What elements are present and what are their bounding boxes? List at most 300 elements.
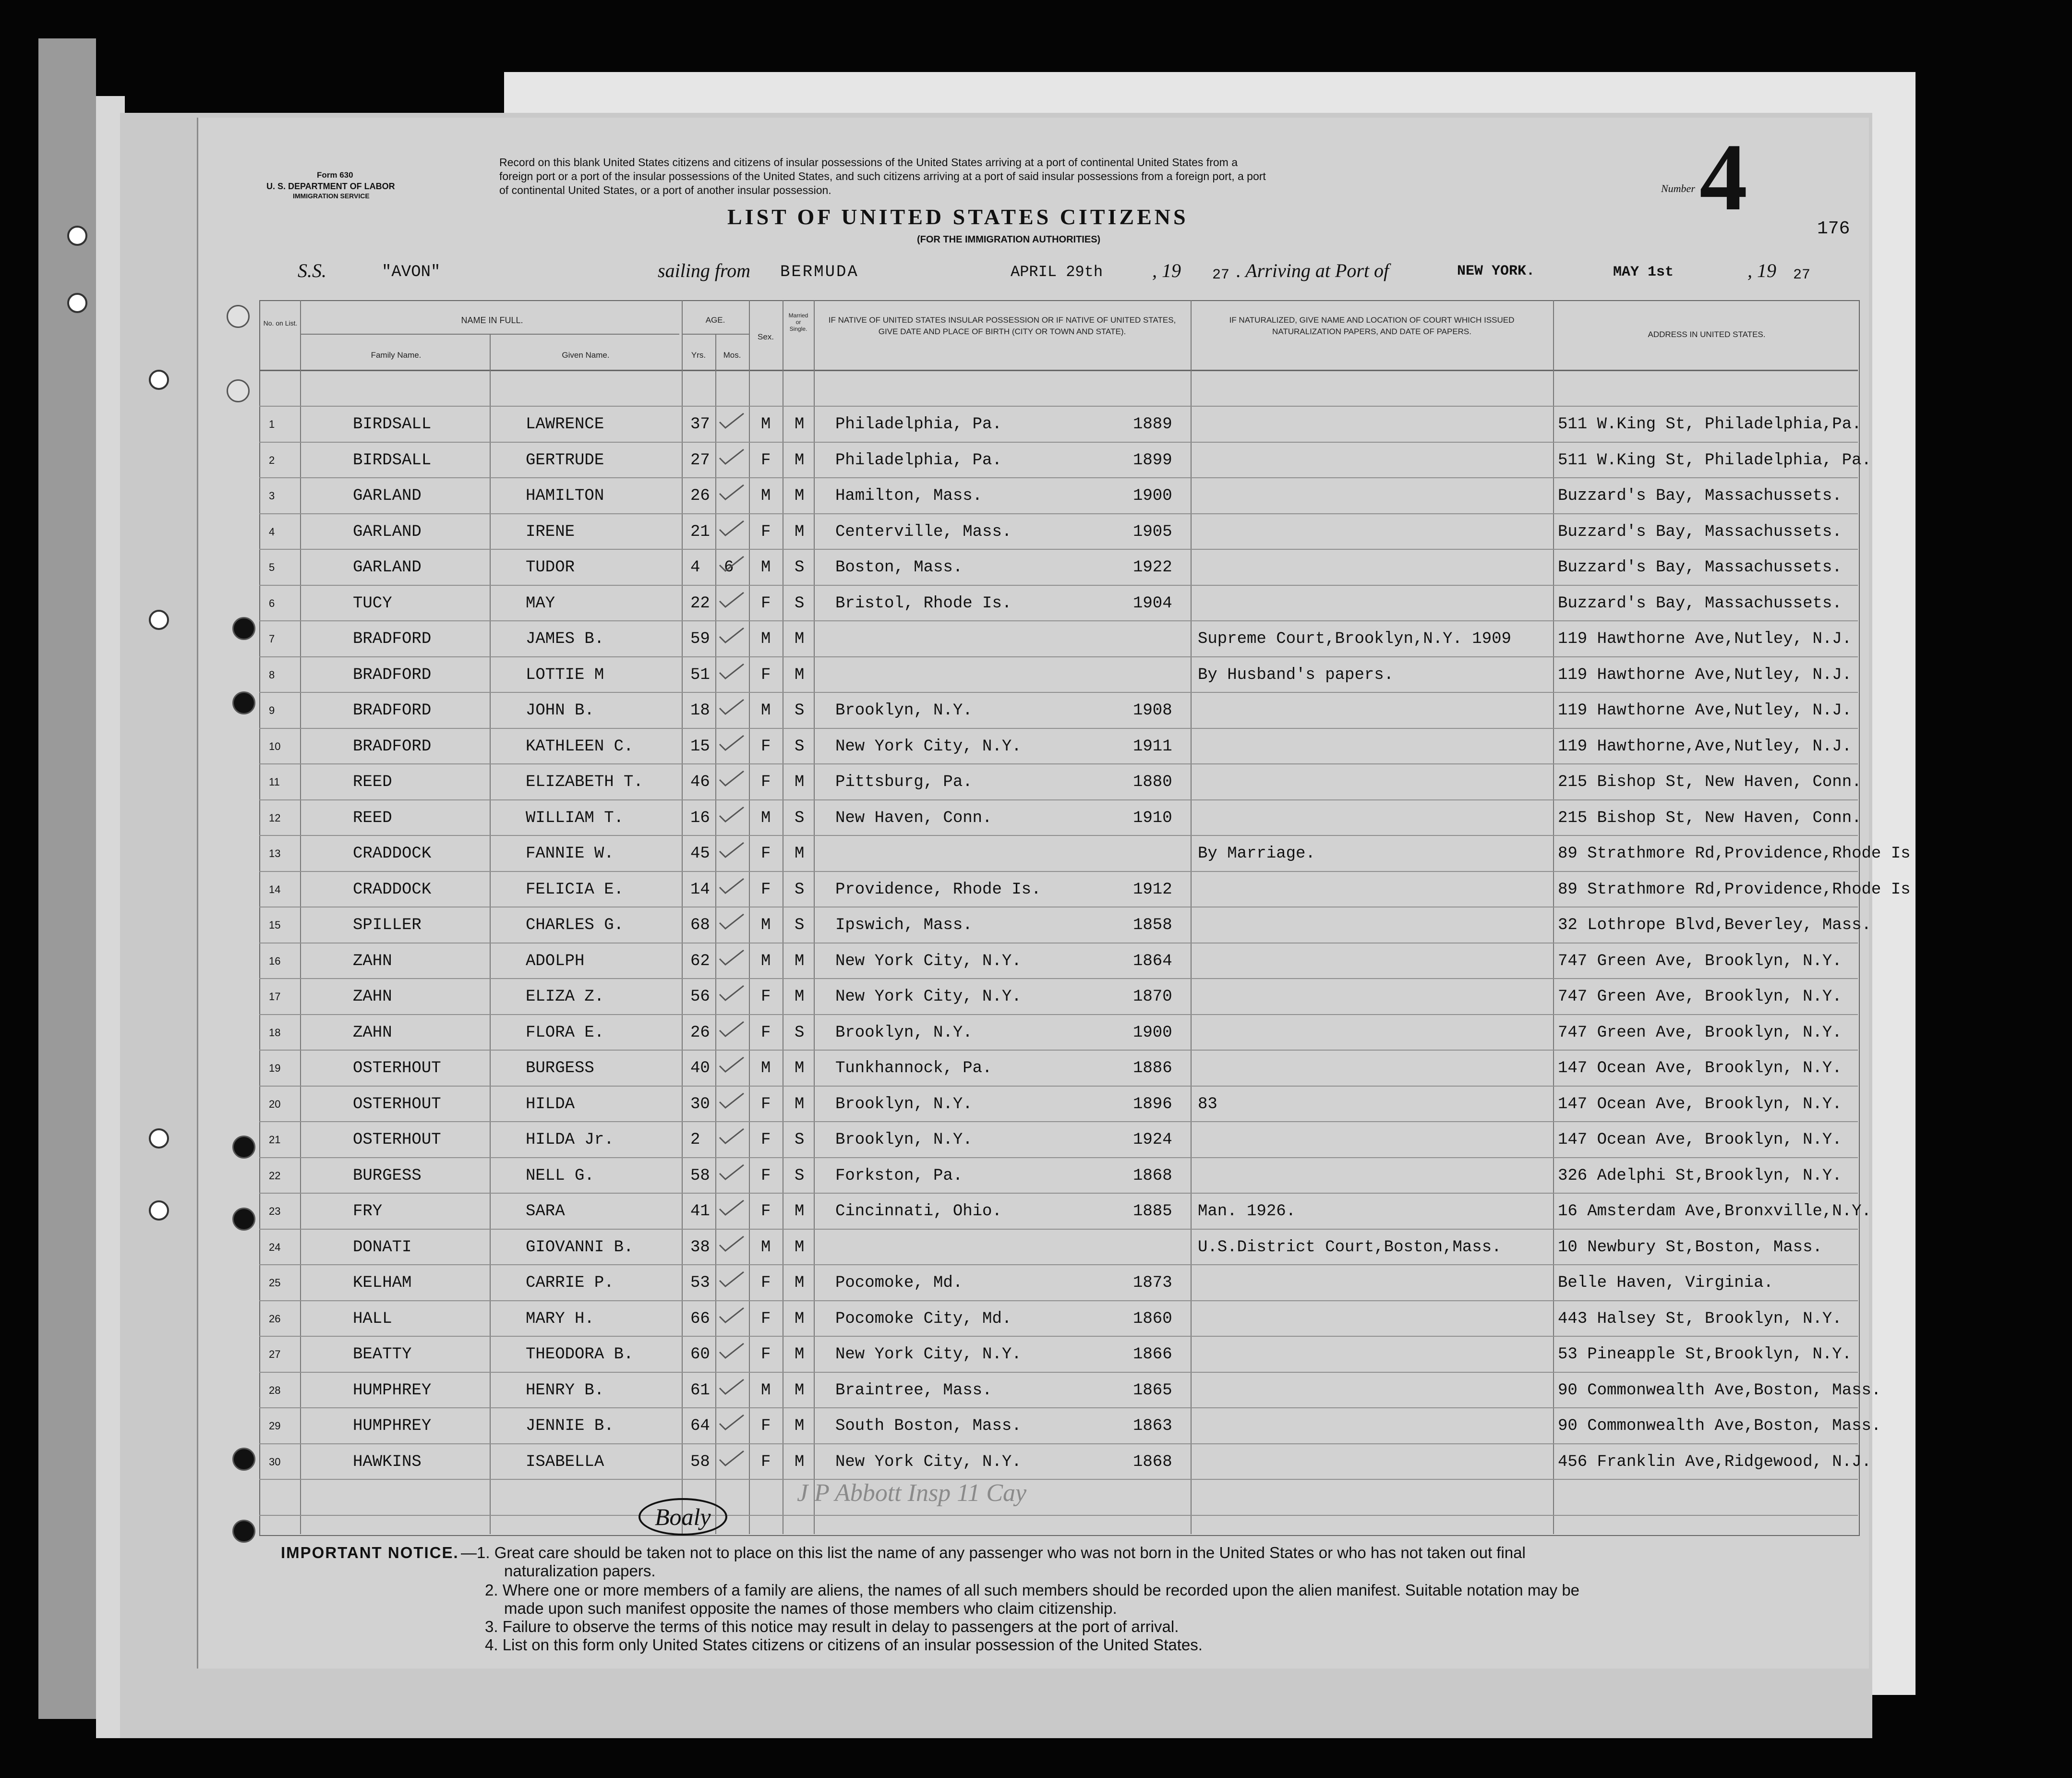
cell-ms: M: [795, 1417, 805, 1435]
cell-family: GARLAND: [353, 522, 422, 541]
cell-given: LAWRENCE: [526, 415, 604, 434]
check-mark-icon: [718, 912, 746, 931]
cell-sex: M: [761, 916, 771, 934]
table-row: [0, 402, 1872, 437]
cell-yrs: 21: [690, 522, 710, 541]
cell-sex: M: [761, 1238, 771, 1257]
check-mark-icon: [718, 1413, 746, 1432]
cell-yrs: 60: [690, 1345, 710, 1364]
notice-item-4: 4. List on this form only United States citizens or citizens of an insular possession of the United States.: [485, 1636, 1203, 1654]
cell-no: 6: [269, 597, 275, 609]
table-row: [0, 1046, 1872, 1081]
cell-address: 747 Green Ave, Brooklyn, N.Y.: [1558, 988, 1842, 1006]
cell-year: 1863: [1133, 1417, 1172, 1435]
cell-given: SARA: [526, 1202, 565, 1221]
arrival-port: NEW YORK.: [1457, 263, 1535, 279]
cell-sex: F: [761, 1166, 771, 1185]
table-row: [0, 939, 1872, 974]
check-mark-icon: [718, 662, 746, 681]
binder-hole: [67, 293, 87, 313]
table-row: [0, 653, 1872, 688]
cell-place: Philadelphia, Pa.: [835, 415, 1002, 434]
cell-sex: F: [761, 451, 771, 470]
notice-item-2-cont: made upon such manifest opposite the names of those members who claim citizenship.: [504, 1599, 1117, 1617]
department-name: U. S. DEPARTMENT OF LABOR: [266, 181, 395, 191]
cell-yrs: 15: [690, 737, 710, 756]
cell-yrs: 58: [690, 1166, 710, 1185]
table-row: [0, 831, 1911, 867]
cell-ms: S: [795, 737, 805, 756]
cell-family: HUMPHREY: [353, 1381, 432, 1400]
cell-address: Buzzard's Bay, Massachussets.: [1558, 487, 1842, 505]
circled-handwriting: Boaly: [638, 1498, 727, 1536]
binder-hole: [149, 370, 169, 390]
cell-yrs: 16: [690, 809, 710, 827]
check-mark-icon: [718, 626, 746, 645]
ss-label: S.S.: [298, 260, 326, 281]
departure-port: BERMUDA: [780, 263, 859, 281]
check-mark-icon: [718, 591, 746, 610]
cell-sex: M: [761, 630, 771, 648]
cell-address: 89 Strathmore Rd,Providence,Rhode Is: [1558, 880, 1911, 899]
cell-no: 29: [269, 1420, 281, 1432]
cell-place: New York City, N.Y.: [835, 952, 1022, 970]
header-sex: Sex.: [757, 332, 774, 341]
check-mark-icon: [718, 555, 746, 574]
cell-address: 147 Ocean Ave, Brooklyn, N.Y.: [1558, 1095, 1842, 1113]
cell-sex: F: [761, 737, 771, 756]
cell-year: 1868: [1133, 1452, 1172, 1471]
cell-ms: M: [795, 1309, 805, 1328]
check-mark-icon: [718, 1127, 746, 1146]
cell-ms: S: [795, 916, 805, 934]
cell-place: Ipswich, Mass.: [835, 916, 973, 934]
table-row: [0, 617, 1872, 652]
cell-family: HAWKINS: [353, 1452, 422, 1471]
table-row: [0, 867, 1911, 903]
cell-yrs: 18: [690, 702, 710, 720]
cell-given: HILDA Jr.: [526, 1131, 614, 1149]
cell-address: 511 W.King St, Philadelphia,Pa.: [1558, 415, 1862, 434]
cell-family: ZAHN: [353, 988, 392, 1006]
cell-place: New York City, N.Y.: [835, 1345, 1022, 1364]
cell-family: ZAHN: [353, 952, 392, 970]
cell-no: 21: [269, 1134, 281, 1146]
cell-year: 1908: [1133, 702, 1172, 720]
cell-address: 53 Pineapple St,Brooklyn, N.Y.: [1558, 1345, 1852, 1364]
cell-family: BRADFORD: [353, 702, 432, 720]
arrival-year-prefix: , 19: [1747, 260, 1776, 281]
cell-ms: M: [795, 630, 805, 648]
table-row: [0, 1153, 1872, 1189]
cell-no: 24: [269, 1241, 281, 1253]
ruled-line: [259, 1515, 1858, 1516]
cell-no: 30: [269, 1455, 281, 1468]
cell-place: Bristol, Rhode Is.: [835, 594, 1012, 613]
cell-yrs: 4: [690, 558, 700, 577]
cell-address: 16 Amsterdam Ave,Bronxville,N.Y.: [1558, 1202, 1871, 1221]
cell-address: 456 Franklin Ave,Ridgewood, N.J.: [1558, 1452, 1871, 1471]
sailing-label: sailing from: [658, 260, 750, 281]
cell-place: Pocomoke City, Md.: [835, 1309, 1012, 1328]
table-row: [0, 974, 1872, 1010]
cell-yrs: 14: [690, 880, 710, 899]
departure-date: APRIL 29th: [1011, 263, 1103, 281]
cell-no: 11: [269, 776, 280, 788]
cell-year: 1912: [1133, 880, 1172, 899]
cell-address: Belle Haven, Virginia.: [1558, 1274, 1773, 1292]
cell-address: 511 W.King St, Philadelphia, Pa.: [1558, 451, 1871, 470]
cell-family: BURGESS: [353, 1166, 422, 1185]
cell-mos: 6: [724, 558, 734, 577]
cell-place: Forkston, Pa.: [835, 1166, 963, 1185]
cell-year: 1873: [1133, 1274, 1172, 1292]
cell-year: 1900: [1133, 1023, 1172, 1042]
cell-place: Boston, Mass.: [835, 558, 963, 577]
cell-given: FANNIE W.: [526, 845, 614, 863]
cell-nat: By Husband's papers.: [1198, 665, 1394, 684]
cell-given: GERTRUDE: [526, 451, 604, 470]
cell-family: FRY: [353, 1202, 383, 1221]
cell-sex: F: [761, 665, 771, 684]
cell-sex: F: [761, 773, 771, 791]
check-mark-icon: [718, 841, 746, 860]
cell-given: ELIZA Z.: [526, 988, 604, 1006]
cell-ms: M: [795, 1238, 805, 1257]
cell-year: 1865: [1133, 1381, 1172, 1400]
cell-family: BRADFORD: [353, 737, 432, 756]
check-mark-icon: [718, 734, 746, 753]
cell-year: 1880: [1133, 773, 1172, 791]
cell-sex: M: [761, 415, 771, 434]
cell-given: JAMES B.: [526, 630, 604, 648]
cell-given: FLORA E.: [526, 1023, 604, 1042]
cell-year: 1885: [1133, 1202, 1172, 1221]
cell-ms: S: [795, 880, 805, 899]
cell-year: 1911: [1133, 737, 1172, 756]
cell-no: 15: [269, 919, 281, 931]
check-mark-icon: [718, 698, 746, 717]
cell-place: Pocomoke, Md.: [835, 1274, 963, 1292]
cell-year: 1905: [1133, 522, 1172, 541]
cell-ms: M: [795, 1345, 805, 1364]
cell-family: CRADDOCK: [353, 845, 432, 863]
cell-yrs: 40: [690, 1059, 710, 1077]
cell-ms: M: [795, 845, 805, 863]
cell-no: 13: [269, 847, 281, 859]
cell-place: New Haven, Conn.: [835, 809, 992, 827]
list-number: 4: [1699, 124, 1747, 230]
check-mark-icon: [718, 448, 746, 467]
cell-given: THEODORA B.: [526, 1345, 634, 1364]
table-row: [0, 1010, 1872, 1046]
cell-family: OSTERHOUT: [353, 1059, 441, 1077]
cell-yrs: 56: [690, 988, 710, 1006]
cell-place: Brooklyn, N.Y.: [835, 1023, 973, 1042]
table-row: [0, 473, 1872, 509]
table-row: [0, 545, 1872, 581]
cell-family: OSTERHOUT: [353, 1131, 441, 1149]
cell-year: 1896: [1133, 1095, 1172, 1113]
intro-line-2: foreign port or a port of the insular possessions of the United States, and such citizens arriving at a port of said insular possessions from a foreign port, a port: [499, 170, 1266, 182]
cell-year: 1889: [1133, 415, 1172, 434]
table-row: [0, 724, 1872, 760]
cell-family: OSTERHOUT: [353, 1095, 441, 1113]
cell-address: 147 Ocean Ave, Brooklyn, N.Y.: [1558, 1131, 1842, 1149]
cell-no: 2: [269, 454, 275, 466]
cell-address: 89 Strathmore Rd,Providence,Rhode Is: [1558, 845, 1911, 863]
cell-family: BRADFORD: [353, 630, 432, 648]
binder-hole: [67, 226, 87, 246]
ruled-line: [259, 1479, 1858, 1480]
cell-sex: F: [761, 1452, 771, 1471]
cell-ms: M: [795, 1059, 805, 1077]
cell-no: 12: [269, 811, 281, 824]
check-mark-icon: [718, 1163, 746, 1182]
cell-sex: F: [761, 1309, 771, 1328]
cell-ms: M: [795, 952, 805, 970]
cell-year: 1868: [1133, 1166, 1172, 1185]
header-name-in-full: NAME IN FULL.: [461, 315, 523, 325]
cell-given: MARY H.: [526, 1309, 594, 1328]
cell-yrs: 62: [690, 952, 710, 970]
arrival-date: MAY 1st: [1613, 264, 1674, 280]
cell-family: GARLAND: [353, 558, 422, 577]
cell-family: SPILLER: [353, 916, 422, 934]
cell-place: Tunkhannock, Pa.: [835, 1059, 992, 1077]
cell-year: 1858: [1133, 916, 1172, 934]
cell-address: 147 Ocean Ave, Brooklyn, N.Y.: [1558, 1059, 1842, 1077]
header-naturalized: IF NATURALIZED, GIVE NAME AND LOCATION OF COURT WHICH ISSUED NATURALIZATION PAPERS, AND DATE OF PAPERS.: [1229, 315, 1515, 336]
check-mark-icon: [718, 1449, 746, 1468]
cell-nat: Supreme Court,Brooklyn,N.Y. 1909: [1198, 630, 1511, 648]
cell-sex: M: [761, 702, 771, 720]
cell-yrs: 27: [690, 451, 710, 470]
table-row: [0, 1225, 1872, 1260]
cell-family: GARLAND: [353, 487, 422, 505]
cell-family: BEATTY: [353, 1345, 412, 1364]
cell-yrs: 37: [690, 415, 710, 434]
cell-ms: S: [795, 594, 805, 613]
cell-no: 8: [269, 668, 275, 681]
header-married-single: Married or Single.: [788, 312, 808, 332]
header-family-name: Family Name.: [371, 351, 422, 360]
intro-line-3: of continental United States, or a port of another insular possession.: [499, 184, 831, 196]
notice-item-3: 3. Failure to observe the terms of this notice may result in delay to passengers at the port of arrival.: [485, 1618, 1179, 1635]
check-mark-icon: [718, 1055, 746, 1075]
cell-yrs: 30: [690, 1095, 710, 1113]
cell-ms: M: [795, 773, 805, 791]
number-label: Number: [1661, 182, 1695, 194]
cell-year: 1924: [1133, 1131, 1172, 1149]
cell-family: BIRDSALL: [353, 415, 432, 434]
cell-sex: M: [761, 809, 771, 827]
cell-sex: F: [761, 1202, 771, 1221]
cell-no: 20: [269, 1098, 281, 1110]
cell-year: 1904: [1133, 594, 1172, 613]
notice-item-2: 2. Where one or more members of a family are aliens, the names of all such members should be recorded upon the alien manifest. Suitable notation may be: [485, 1581, 1580, 1599]
departure-year-prefix: , 19: [1152, 260, 1181, 281]
cell-family: KELHAM: [353, 1274, 412, 1292]
cell-yrs: 59: [690, 630, 710, 648]
cell-yrs: 41: [690, 1202, 710, 1221]
cell-place: Pittsburg, Pa.: [835, 773, 973, 791]
cell-year: 1864: [1133, 952, 1172, 970]
header-months: Mos.: [723, 351, 741, 360]
cell-ms: S: [795, 1166, 805, 1185]
cell-place: Brooklyn, N.Y.: [835, 702, 973, 720]
table-row: [0, 903, 1872, 938]
cell-place: New York City, N.Y.: [835, 737, 1022, 756]
cell-place: Philadelphia, Pa.: [835, 451, 1002, 470]
cell-yrs: 61: [690, 1381, 710, 1400]
cell-year: 1900: [1133, 487, 1172, 505]
inspector-signature: J P Abbott Insp 11 Cay: [797, 1479, 1027, 1507]
cell-sex: M: [761, 1381, 771, 1400]
cell-place: Providence, Rhode Is.: [835, 880, 1041, 899]
cell-sex: F: [761, 845, 771, 863]
cell-place: Braintree, Mass.: [835, 1381, 992, 1400]
cell-given: HAMILTON: [526, 487, 604, 505]
cell-family: BIRDSALL: [353, 451, 432, 470]
cell-yrs: 68: [690, 916, 710, 934]
cell-yrs: 51: [690, 665, 710, 684]
check-mark-icon: [718, 1270, 746, 1289]
cell-address: 747 Green Ave, Brooklyn, N.Y.: [1558, 1023, 1842, 1042]
arriving-label: . Arriving at Port of: [1236, 260, 1389, 281]
cell-given: TUDOR: [526, 558, 575, 577]
cell-sex: M: [761, 558, 771, 577]
check-mark-icon: [718, 769, 746, 788]
cell-no: 22: [269, 1169, 281, 1182]
table-row: [0, 688, 1872, 724]
punch-hole: [232, 1520, 255, 1543]
table-row: [0, 1403, 1881, 1439]
cell-address: 443 Halsey St, Brooklyn, N.Y.: [1558, 1309, 1842, 1328]
cell-no: 23: [269, 1205, 281, 1217]
cell-year: 1899: [1133, 451, 1172, 470]
cell-no: 16: [269, 955, 281, 967]
check-mark-icon: [718, 1342, 746, 1361]
cell-yrs: 53: [690, 1274, 710, 1292]
cell-ms: M: [795, 1452, 805, 1471]
cell-ms: S: [795, 702, 805, 720]
cell-sex: F: [761, 1095, 771, 1113]
notice-label: IMPORTANT NOTICE.: [281, 1544, 459, 1561]
cell-ms: M: [795, 1095, 805, 1113]
cell-no: 27: [269, 1348, 281, 1360]
punch-hole: [227, 379, 250, 402]
cell-given: NELL G.: [526, 1166, 594, 1185]
check-mark-icon: [718, 1198, 746, 1218]
cell-ms: M: [795, 522, 805, 541]
header-address: ADDRESS IN UNITED STATES.: [1648, 330, 1766, 339]
cell-sex: F: [761, 988, 771, 1006]
check-mark-icon: [718, 411, 746, 431]
cell-place: Cincinnati, Ohio.: [835, 1202, 1002, 1221]
arrival-year: 27: [1793, 267, 1811, 283]
cell-sex: F: [761, 1131, 771, 1149]
cell-family: REED: [353, 773, 392, 791]
cell-no: 17: [269, 991, 281, 1003]
cell-year: 1910: [1133, 809, 1172, 827]
cell-given: JENNIE B.: [526, 1417, 614, 1435]
check-mark-icon: [718, 519, 746, 538]
notice-item-1: —1. Great care should be taken not to place on this list the name of any passenger who was not born in the United States or who has not taken out final: [461, 1544, 1526, 1561]
cell-ms: M: [795, 415, 805, 434]
cell-address: 215 Bishop St, New Haven, Conn.: [1558, 809, 1862, 827]
header-years: Yrs.: [691, 351, 706, 360]
cell-family: TUCY: [353, 594, 392, 613]
check-mark-icon: [718, 1306, 746, 1325]
cell-sex: F: [761, 1417, 771, 1435]
cell-family: ZAHN: [353, 1023, 392, 1042]
cell-given: GIOVANNI B.: [526, 1238, 634, 1257]
cell-given: HENRY B.: [526, 1381, 604, 1400]
table-row: [0, 1117, 1872, 1153]
cell-no: 14: [269, 883, 281, 895]
cell-given: BURGESS: [526, 1059, 594, 1077]
check-mark-icon: [718, 1020, 746, 1039]
cell-year: 1866: [1133, 1345, 1172, 1364]
cell-given: HILDA: [526, 1095, 575, 1113]
header-birth: IF NATIVE OF UNITED STATES INSULAR POSSESSION OR IF NATIVE OF UNITED STATES, GIVE DATE AND PLACE OF BIRTH (CITY OR TOWN AND STATE).: [828, 315, 1176, 336]
cell-no: 7: [269, 633, 275, 645]
table-row: [0, 796, 1872, 831]
punch-hole: [227, 305, 250, 328]
cell-sex: F: [761, 880, 771, 899]
cell-sex: M: [761, 952, 771, 970]
cell-yrs: 64: [690, 1417, 710, 1435]
cell-place: South Boston, Mass.: [835, 1417, 1022, 1435]
cell-ms: S: [795, 558, 805, 577]
ship-name: "AVON": [382, 263, 441, 281]
cell-address: 119 Hawthorne Ave,Nutley, N.J.: [1558, 665, 1852, 684]
cell-sex: F: [761, 1274, 771, 1292]
cell-nat: U.S.District Court,Boston,Mass.: [1198, 1238, 1502, 1257]
cell-nat: By Marriage.: [1198, 845, 1315, 863]
form-title: LIST OF UNITED STATES CITIZENS: [727, 205, 1189, 229]
cell-yrs: 38: [690, 1238, 710, 1257]
cell-address: 32 Lothrope Blvd,Beverley, Mass.: [1558, 916, 1871, 934]
table-header-rule: [259, 370, 1858, 371]
cell-yrs: 45: [690, 845, 710, 863]
cell-ms: M: [795, 988, 805, 1006]
table-row: [0, 1368, 1881, 1403]
cell-no: 19: [269, 1062, 281, 1074]
check-mark-icon: [718, 1234, 746, 1254]
cell-sex: F: [761, 594, 771, 613]
cell-no: 26: [269, 1312, 281, 1325]
cell-place: New York City, N.Y.: [835, 1452, 1022, 1471]
check-mark-icon: [718, 948, 746, 968]
cell-given: ISABELLA: [526, 1452, 604, 1471]
cell-no: 4: [269, 525, 275, 538]
cell-ms: M: [795, 1202, 805, 1221]
service-name: IMMIGRATION SERVICE: [293, 192, 370, 200]
cell-family: HALL: [353, 1309, 392, 1328]
table-row: [0, 1260, 1872, 1296]
cell-nat: Man. 1926.: [1198, 1202, 1296, 1221]
cell-year: 1922: [1133, 558, 1172, 577]
cell-yrs: 66: [690, 1309, 710, 1328]
cell-no: 5: [269, 561, 275, 573]
cell-address: 90 Commonwealth Ave,Boston, Mass.: [1558, 1381, 1881, 1400]
table-row: [0, 438, 1872, 473]
table-row: [0, 1439, 1872, 1475]
cell-yrs: 22: [690, 594, 710, 613]
check-mark-icon: [718, 1378, 746, 1397]
